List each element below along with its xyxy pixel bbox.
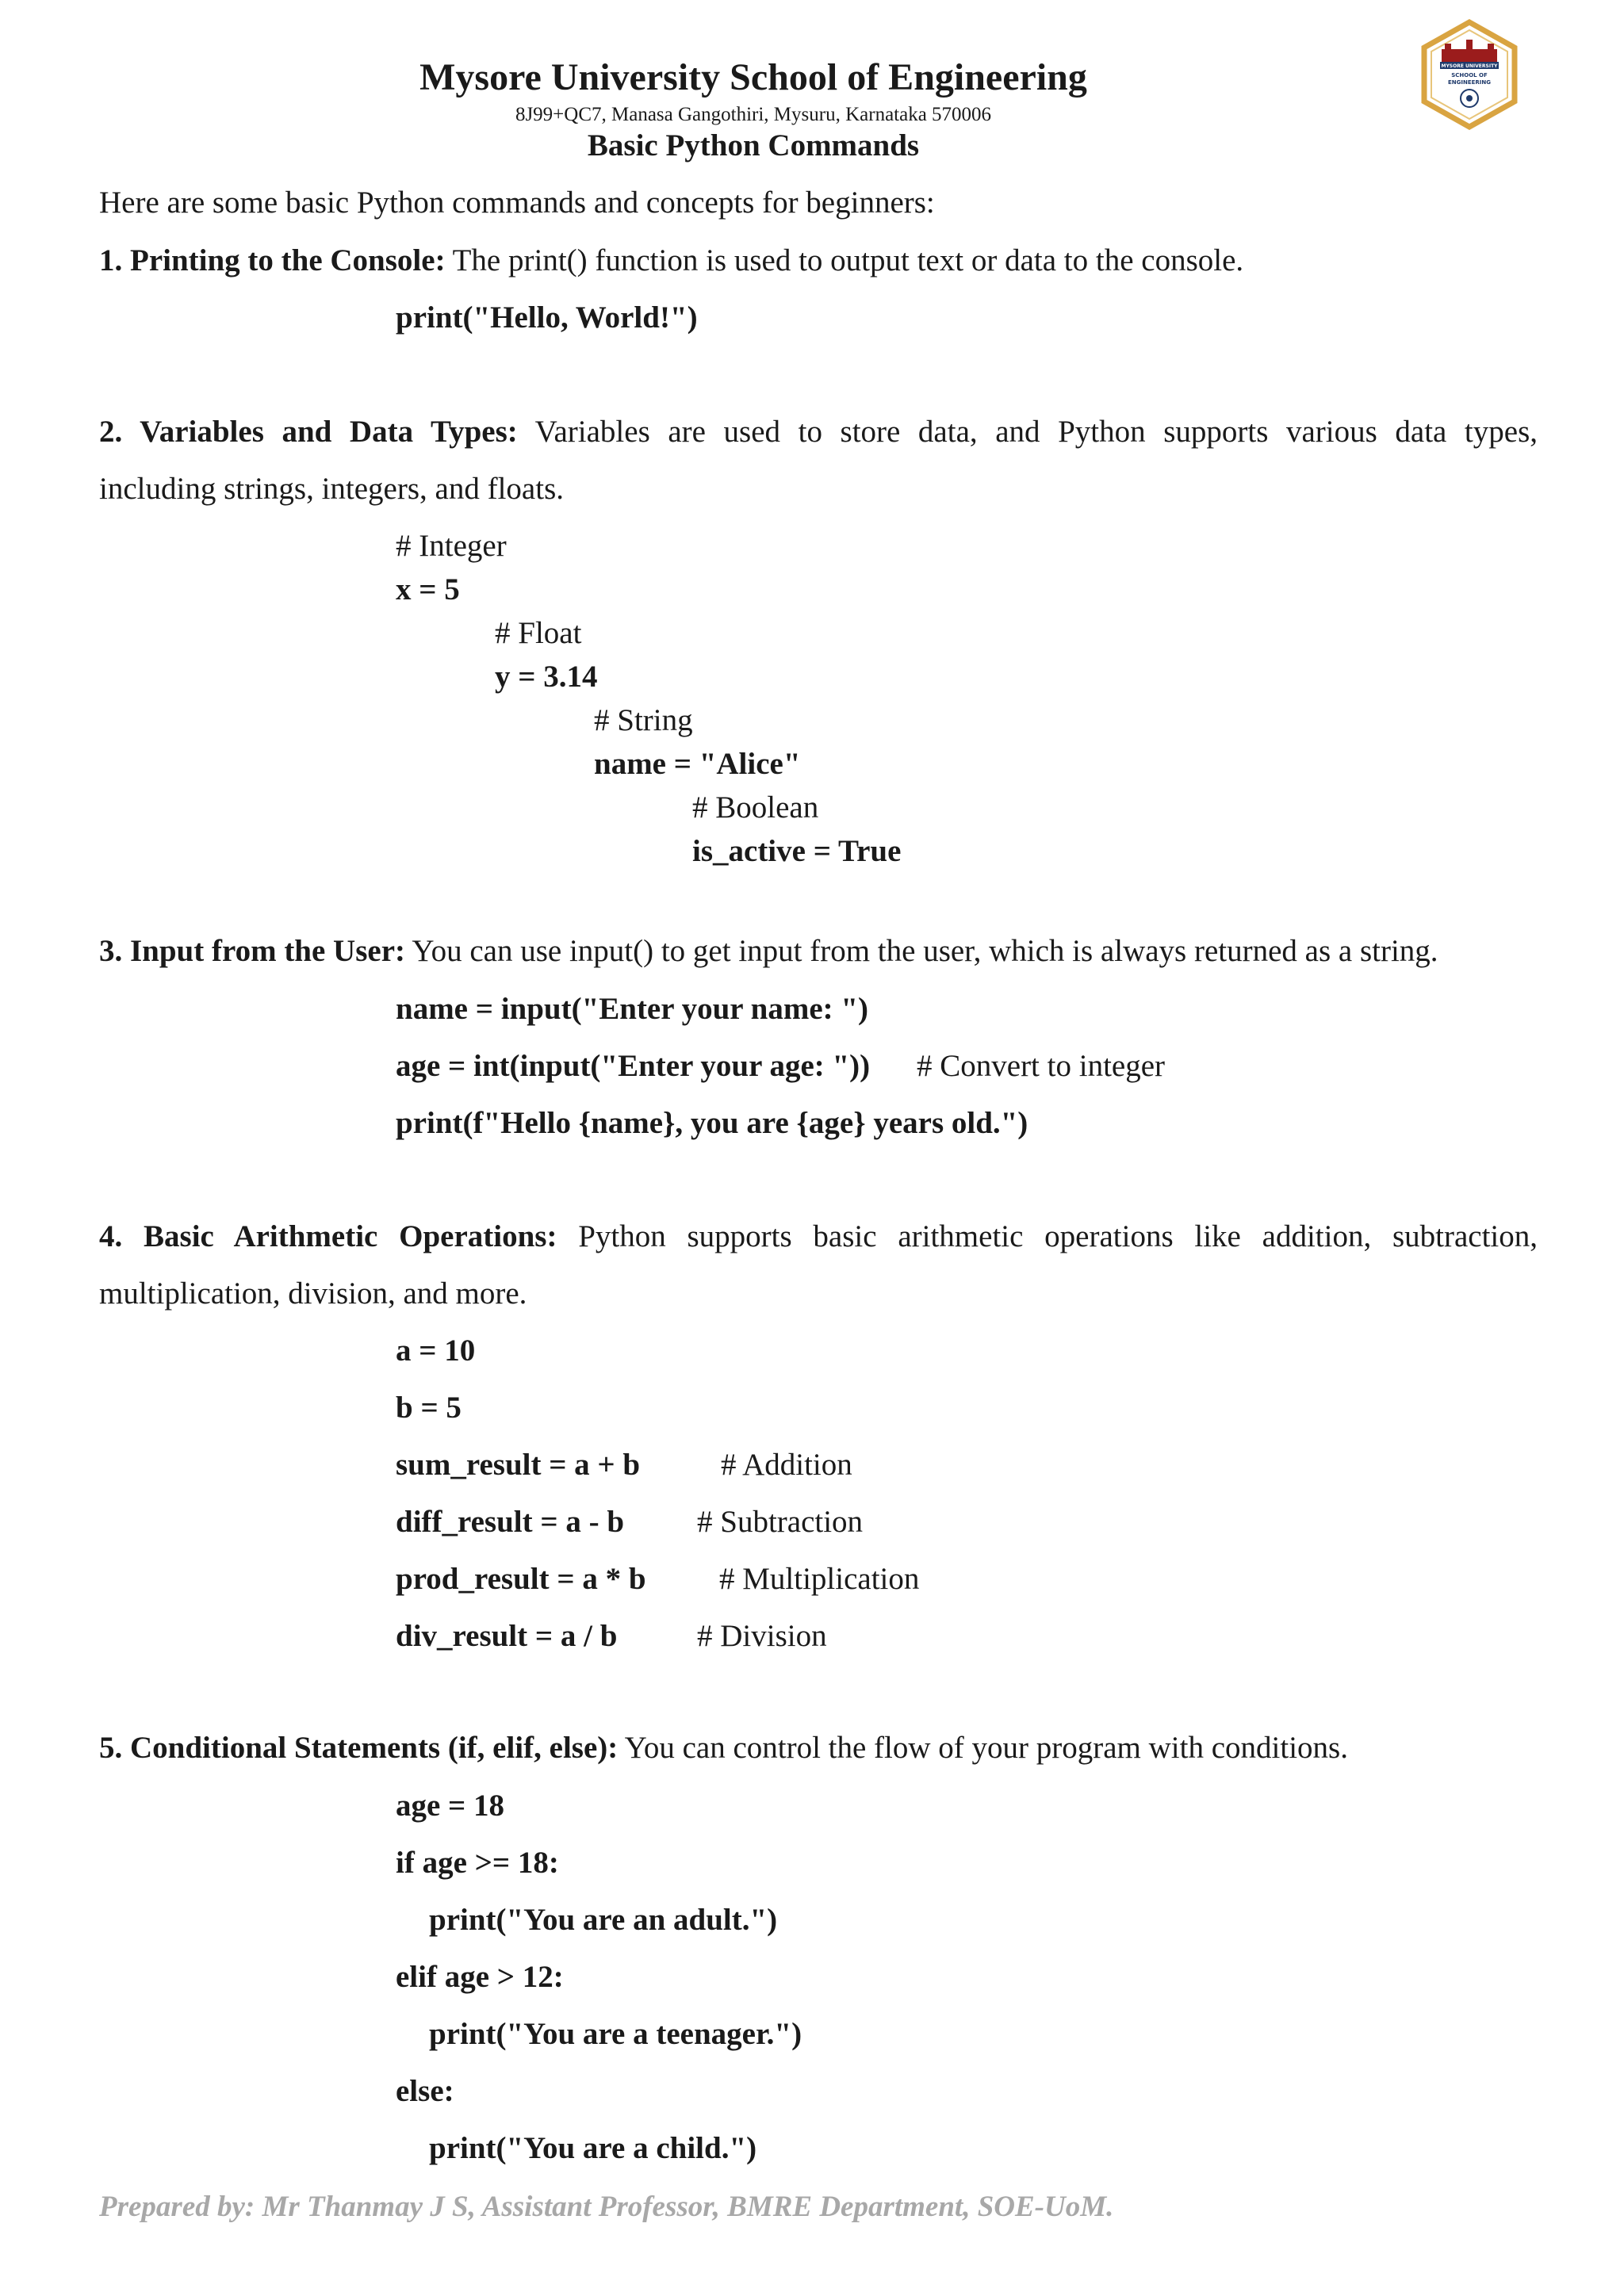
comment-multiplication: # Multiplication: [719, 1562, 920, 1596]
code-input-age: age = int(input("Enter your age: ")): [396, 1049, 871, 1083]
comment-float: # Float: [495, 616, 582, 650]
comment-string: # String: [594, 703, 693, 737]
code-elif-statement: elif age > 12:: [396, 1960, 564, 1994]
comment-subtraction: # Subtraction: [697, 1505, 864, 1539]
section-2-heading: 2. Variables and Data Types:: [99, 415, 518, 449]
section-3-heading: 3. Input from the User:: [99, 934, 406, 968]
code-is-active-assign: is_active = True: [692, 834, 902, 868]
code-if-statement: if age >= 18:: [396, 1846, 559, 1880]
section-2-text-line2: including strings, integers, and floats.: [99, 472, 564, 506]
section-1-text: The print() function is used to output text or data to the console.: [452, 243, 1244, 277]
code-prod-result: prod_result = a * b: [396, 1562, 646, 1596]
section-5-heading: 5. Conditional Statements (if, elif, else):: [99, 1731, 619, 1765]
section-5-paragraph: [99, 1732, 1348, 1763]
section-3-text: You can use input() to get input from the user, which is always returned as a string.: [412, 934, 1438, 968]
comment-integer: # Integer: [396, 529, 507, 563]
section-3-paragraph: [99, 936, 1438, 966]
code-age-assign: age = 18: [396, 1789, 505, 1823]
section-1-paragraph: [99, 245, 1243, 276]
section-4-text-line1: Python supports basic arithmetic operations like addition, subtraction,: [578, 1219, 1538, 1253]
logo-text-line3: ENGINEERING: [1447, 79, 1492, 86]
code-y-assign: y = 3.14: [495, 660, 598, 694]
code-sum-result: sum_result = a + b: [396, 1448, 641, 1482]
section-2-paragraph-line1: [99, 416, 1538, 447]
code-a-assign: a = 10: [396, 1334, 476, 1368]
comment-convert-integer: # Convert to integer: [917, 1049, 1166, 1083]
code-print-child: print("You are a child."): [429, 2131, 757, 2165]
university-logo: [1418, 19, 1521, 130]
logo-text-line1: MYSORE UNIVERSITY: [1441, 63, 1498, 69]
logo-text-line2: SCHOOL OF: [1451, 72, 1488, 78]
code-else-statement: else:: [396, 2074, 454, 2108]
section-4-paragraph-line1: [99, 1221, 1538, 1252]
document-title: Basic Python Commands: [587, 128, 920, 163]
section-2-text-line1: Variables are used to store data, and Python supports various data types,: [534, 415, 1538, 449]
code-b-assign: b = 5: [396, 1391, 462, 1425]
code-x-assign: x = 5: [396, 572, 460, 607]
intro-text: Here are some basic Python commands and concepts for beginners:: [99, 186, 935, 220]
section-1-heading: 1. Printing to the Console:: [99, 243, 446, 277]
code-print-hello: print("Hello, World!"): [396, 300, 698, 335]
code-print-teenager: print("You are a teenager."): [429, 2017, 802, 2051]
section-4-heading: 4. Basic Arithmetic Operations:: [99, 1219, 557, 1253]
footer-prepared-by: Prepared by: Mr Thanmay J S, Assistant Professor, BMRE Department, SOE-UoM.: [99, 2191, 1114, 2223]
section-5-text: You can control the flow of your program with conditions.: [624, 1731, 1348, 1765]
code-input-name: name = input("Enter your name: "): [396, 992, 869, 1026]
comment-addition: # Addition: [721, 1448, 852, 1482]
comment-boolean: # Boolean: [692, 790, 819, 825]
code-div-result: div_result = a / b: [396, 1619, 618, 1653]
code-diff-result: diff_result = a - b: [396, 1505, 625, 1539]
section-4-text-line2: multiplication, division, and more.: [99, 1276, 527, 1311]
institution-name: Mysore University School of Engineering: [419, 56, 1087, 98]
comment-division: # Division: [697, 1619, 827, 1653]
code-print-adult: print("You are an adult."): [429, 1903, 778, 1937]
code-name-assign: name = "Alice": [594, 747, 801, 781]
code-print-fstring: print(f"Hello {name}, you are {age} years old."): [396, 1106, 1028, 1140]
institution-address: 8J99+QC7, Manasa Gangothiri, Mysuru, Karnataka 570006: [515, 104, 992, 125]
